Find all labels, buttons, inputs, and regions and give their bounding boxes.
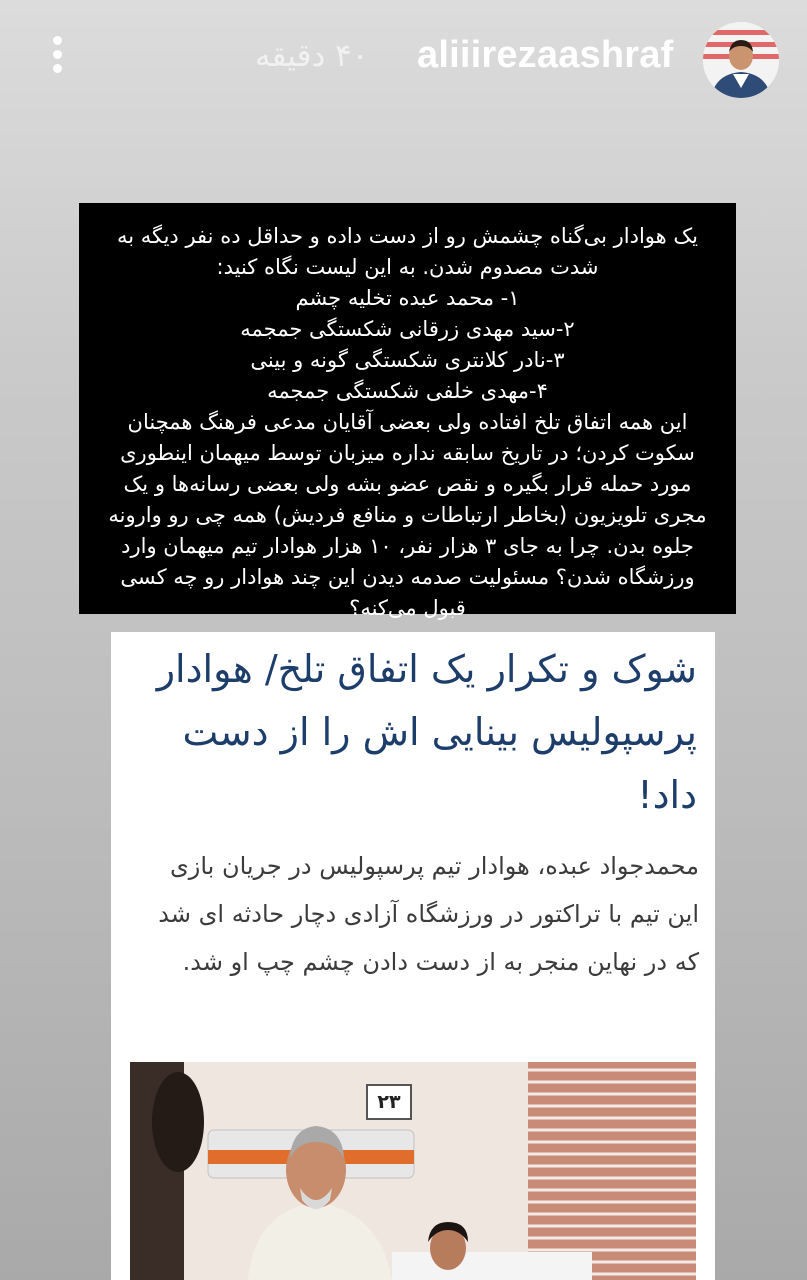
text-note-box [79, 203, 736, 620]
room-number-sign: ۲۳ [366, 1084, 412, 1120]
article-summary: محمدجواد عبده، هوادار تیم پرسپولیس در جریان بازی این تیم با تراکتور در ورزشگاه آزادی دچار حادثه ای شد که در نهاین منجر به از دست دادن چشم چپ او شد. [158, 852, 699, 976]
note-text: یک هوادار بی‌گناه چشمش رو از دست داده و حداقل ده نفر دیگه به شدت مصدوم شدن. به این لیست نگاه کنید: ۱- محمد عبده تخلیه چشم ۲-سید مهدی زرقانی شکستگی جمجمه ۳-نادر کلانتری شکستگی گونه و بینی ۴-مهدی خلفی شکستگی جمجمه این همه اتفاق تلخ افتاده ولی بعضی آقایان مدعی فرهنگ همچنان سکوت کردن؛ در تاریخ سابقه نداره میزبان توسط میهمان اینطوری مورد حمله قرار بگیره و نقص عضو بشه ولی بعضی رسانه‌ها و یک مجری تلویزیون (بخاطر ارتباطات و منافع فردیش) همه چی رو وارونه جلوه بدن. چرا به جای ۳ هزار نفر، ۱۰ هزار هوادار تیم میهمان وارد ورزشگاه شدن؟ مسئولیت صدمه دیدن این چند هوادار رو چه کسی قبول می‌کنه؟ [108, 224, 707, 620]
article-photo [130, 1062, 696, 1280]
avatar[interactable] [703, 22, 779, 98]
username[interactable]: aliiirezaashraf [417, 34, 674, 76]
story-header [0, 0, 807, 120]
article-headline: شوک و تکرار یک اتفاق تلخ/ هوادار پرسپولیس بینایی اش را از دست داد! [156, 647, 697, 817]
news-article-card [111, 632, 715, 1280]
more-options-icon[interactable] [44, 36, 70, 80]
post-time: ۴۰ دقیقه [255, 38, 369, 74]
